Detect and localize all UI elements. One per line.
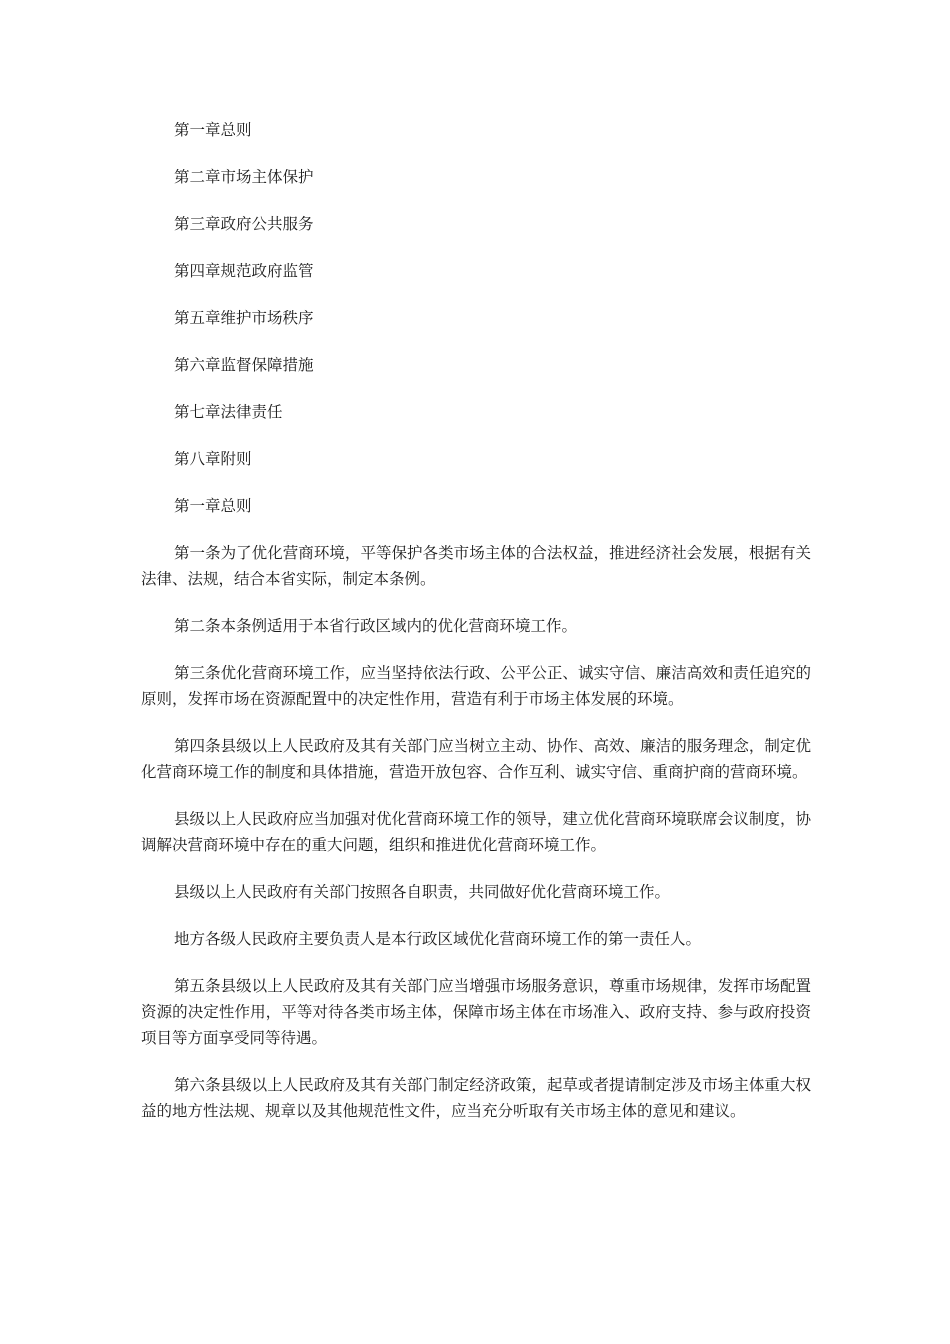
article-5-paragraph: 第五条县级以上人民政府及其有关部门应当增强市场服务意识，尊重市场规律，发挥市场配置资源的决定性作用，平等对待各类市场主体，保障市场主体在市场准入、政府支持、参与政府投资项目等方面享受同等待遇。 [141, 977, 811, 1047]
toc-item-6: 第六章监督保障措施 [174, 356, 314, 374]
toc-item-1: 第一章总则 [174, 121, 252, 139]
article-2-paragraph: 第二条本条例适用于本省行政区域内的优化营商环境工作。 [174, 617, 578, 635]
toc-item-5: 第五章维护市场秩序 [174, 309, 314, 327]
article-4-paragraph: 第四条县级以上人民政府及其有关部门应当树立主动、协作、高效、廉洁的服务理念，制定优化营商环境工作的制度和具体措施，营造开放包容、合作互利、诚实守信、重商护商的营商环境。 [141, 737, 811, 781]
article-4-paragraph-3: 县级以上人民政府有关部门按照各自职责，共同做好优化营商环境工作。 [174, 883, 671, 901]
toc-item-2: 第二章市场主体保护 [174, 168, 314, 186]
article-3-paragraph: 第三条优化营商环境工作，应当坚持依法行政、公平公正、诚实守信、廉洁高效和责任追究的原则，发挥市场在资源配置中的决定性作用，营造有利于市场主体发展的环境。 [141, 664, 811, 708]
toc-item-3: 第三章政府公共服务 [174, 215, 314, 233]
document-body [141, 117, 811, 1145]
toc-item-4: 第四章规范政府监管 [174, 262, 314, 280]
toc-item-8: 第八章附则 [174, 450, 252, 468]
article-4-paragraph-4: 地方各级人民政府主要负责人是本行政区域优化营商环境工作的第一责任人。 [174, 930, 702, 948]
article-1-paragraph: 第一条为了优化营商环境，平等保护各类市场主体的合法权益，推进经济社会发展，根据有关法律、法规，结合本省实际，制定本条例。 [141, 544, 811, 588]
toc-item-7: 第七章法律责任 [174, 403, 283, 421]
chapter-heading: 第一章总则 [174, 497, 252, 515]
article-4-paragraph-2: 县级以上人民政府应当加强对优化营商环境工作的领导，建立优化营商环境联席会议制度，协调解决营商环境中存在的重大问题，组织和推进优化营商环境工作。 [141, 810, 811, 854]
article-6-paragraph: 第六条县级以上人民政府及其有关部门制定经济政策，起草或者提请制定涉及市场主体重大权益的地方性法规、规章以及其他规范性文件，应当充分听取有关市场主体的意见和建议。 [141, 1076, 811, 1120]
